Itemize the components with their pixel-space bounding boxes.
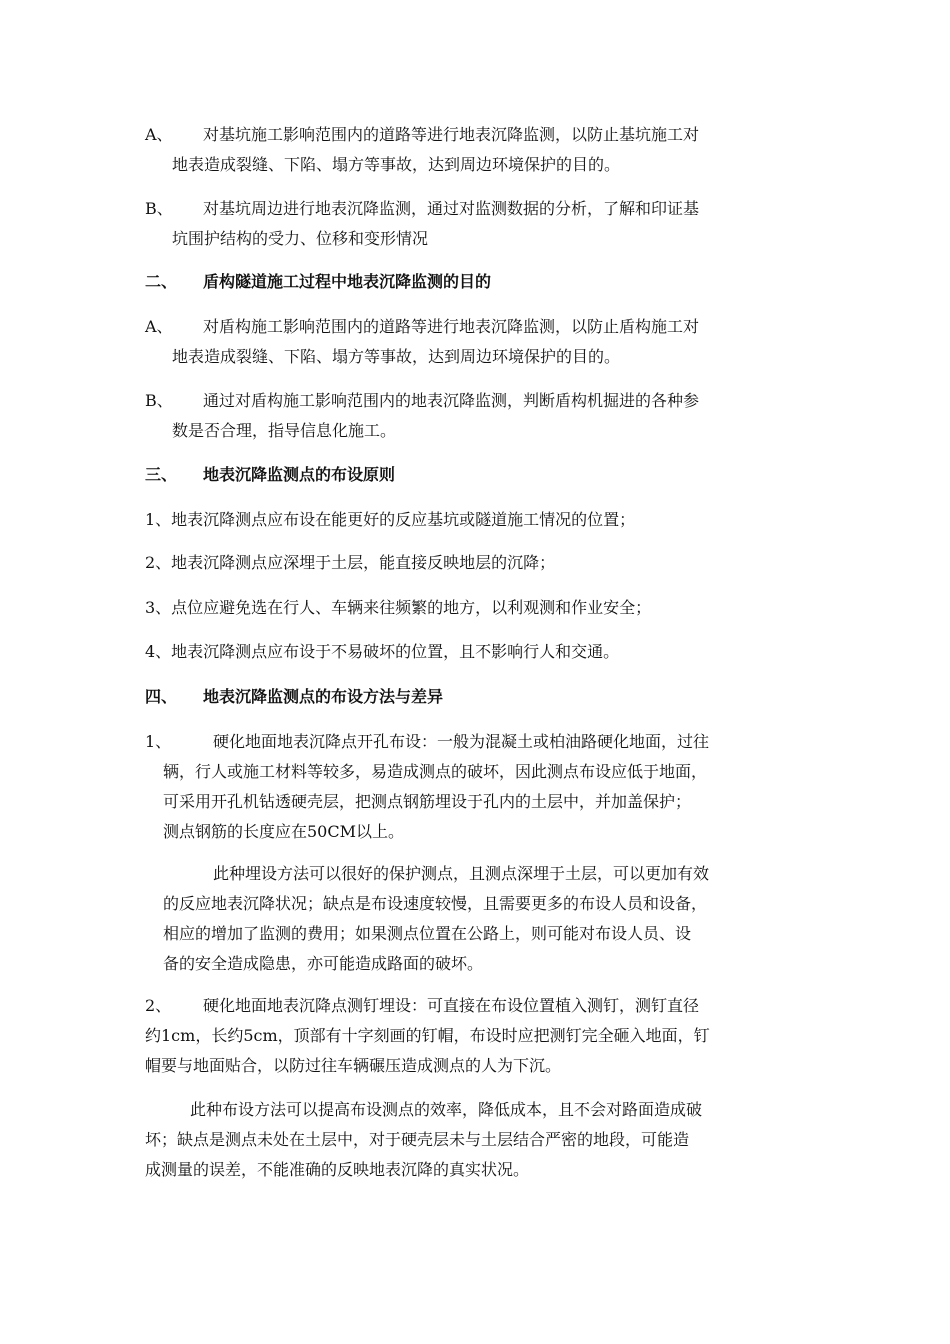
item-1-line2: 辆，行人或施工材料等较多，易造成测点的破坏，因此测点布设应低于地面，	[163, 762, 708, 781]
item-marker: 1、	[145, 732, 172, 751]
section4-item-2-note	[145, 1095, 815, 1185]
item-b-line1: B、 通过对盾构施工影响范围内的地表沉降监测，判断盾构机掘进的各种参	[145, 386, 815, 416]
section2-item-a	[145, 312, 815, 372]
heading-marker: 三、	[145, 465, 178, 484]
item-marker: A、	[145, 125, 173, 144]
note-line2: 的反应地表沉降状况；缺点是布设速度较慢，且需要更多的布设人员和设备，	[163, 894, 708, 913]
section3-heading	[145, 460, 815, 490]
heading-marker: 二、	[145, 272, 178, 291]
section2-heading	[145, 267, 815, 297]
note-line4: 备的安全造成隐患，亦可能造成路面的破坏。	[163, 954, 484, 973]
item-a-line1: A、 对基坑施工影响范围内的道路等进行地表沉降监测，以防止基坑施工对	[145, 120, 815, 150]
section4-item-1-note	[145, 859, 815, 979]
item-2-line2: 约1cm，长约5cm，顶部有十字刻画的钉帽，布设时应把测钉完全砸入地面，钉	[145, 1026, 710, 1045]
section3-item-3: 3、点位应避免选在行人、车辆来往频繁的地方，以利观测和作业安全；	[145, 598, 652, 617]
item-a-line2: 地表造成裂缝、下陷、塌方等事故，达到周边环境保护的目的。	[172, 347, 621, 366]
note-line3: 相应的增加了监测的费用；如果测点位置在公路上，则可能对布设人员、设	[163, 924, 692, 943]
item-marker: B、	[145, 199, 173, 218]
note-line1: 此种埋设方法可以很好的保护测点，且测点深埋于土层，可以更加有效	[213, 864, 710, 883]
heading-text: 盾构隧道施工过程中地表沉降监测的目的	[203, 272, 492, 291]
item-1-line3: 可采用开孔机钻透硬壳层，把测点钢筋埋设于孔内的土层中，并加盖保护；	[163, 792, 692, 811]
note-line3: 成测量的误差，不能准确的反映地表沉降的真实状况。	[145, 1160, 530, 1179]
heading-text: 地表沉降监测点的布设原则	[203, 465, 396, 484]
heading-marker: 四、	[145, 687, 178, 706]
item-marker: 2、	[145, 996, 172, 1015]
item-2-line1: 2、 硬化地面地表沉降点测钉埋设：可直接在布设位置植入测钉，测钉直径	[145, 991, 815, 1021]
section1-item-a	[145, 120, 815, 180]
section3-item-1: 1、地表沉降测点应布设在能更好的反应基坑或隧道施工情况的位置；	[145, 510, 636, 529]
section1-item-b	[145, 194, 815, 254]
heading-text: 地表沉降监测点的布设方法与差异	[203, 687, 444, 706]
note-line1: 此种布设方法可以提高布设测点的效率，降低成本，且不会对路面造成破	[190, 1100, 703, 1119]
note-line2: 坏；缺点是测点未处在土层中，对于硬壳层未与土层结合严密的地段，可能造	[145, 1130, 690, 1149]
section4-heading	[145, 682, 815, 712]
item-marker: B、	[145, 391, 173, 410]
section4-item-1	[145, 727, 815, 847]
item-2-line3: 帽要与地面贴合，以防过往车辆碾压造成测点的人为下沉。	[145, 1056, 562, 1075]
item-b-line2: 数是否合理，指导信息化施工。	[172, 421, 397, 440]
section2-item-b	[145, 386, 815, 446]
item-b-line1: B、 对基坑周边进行地表沉降监测，通过对监测数据的分析，了解和印证基	[145, 194, 815, 224]
item-1-line1: 1、 硬化地面地表沉降点开孔布设：一般为混凝土或柏油路硬化地面，过往	[145, 727, 815, 757]
section3-item-2: 2、地表沉降测点应深埋于土层，能直接反映地层的沉降；	[145, 553, 556, 572]
item-b-line2: 坑围护结构的受力、位移和变形情况	[172, 229, 429, 248]
item-marker: A、	[145, 317, 173, 336]
section3-item-4: 4、地表沉降测点应布设于不易破坏的位置，且不影响行人和交通。	[145, 642, 620, 661]
item-a-line1: A、 对盾构施工影响范围内的道路等进行地表沉降监测，以防止盾构施工对	[145, 312, 815, 342]
item-1-line4: 测点钢筋的长度应在50CM以上。	[163, 822, 404, 841]
item-a-line2: 地表造成裂缝、下陷、塌方等事故，达到周边环境保护的目的。	[172, 155, 621, 174]
section4-item-2	[145, 991, 815, 1081]
